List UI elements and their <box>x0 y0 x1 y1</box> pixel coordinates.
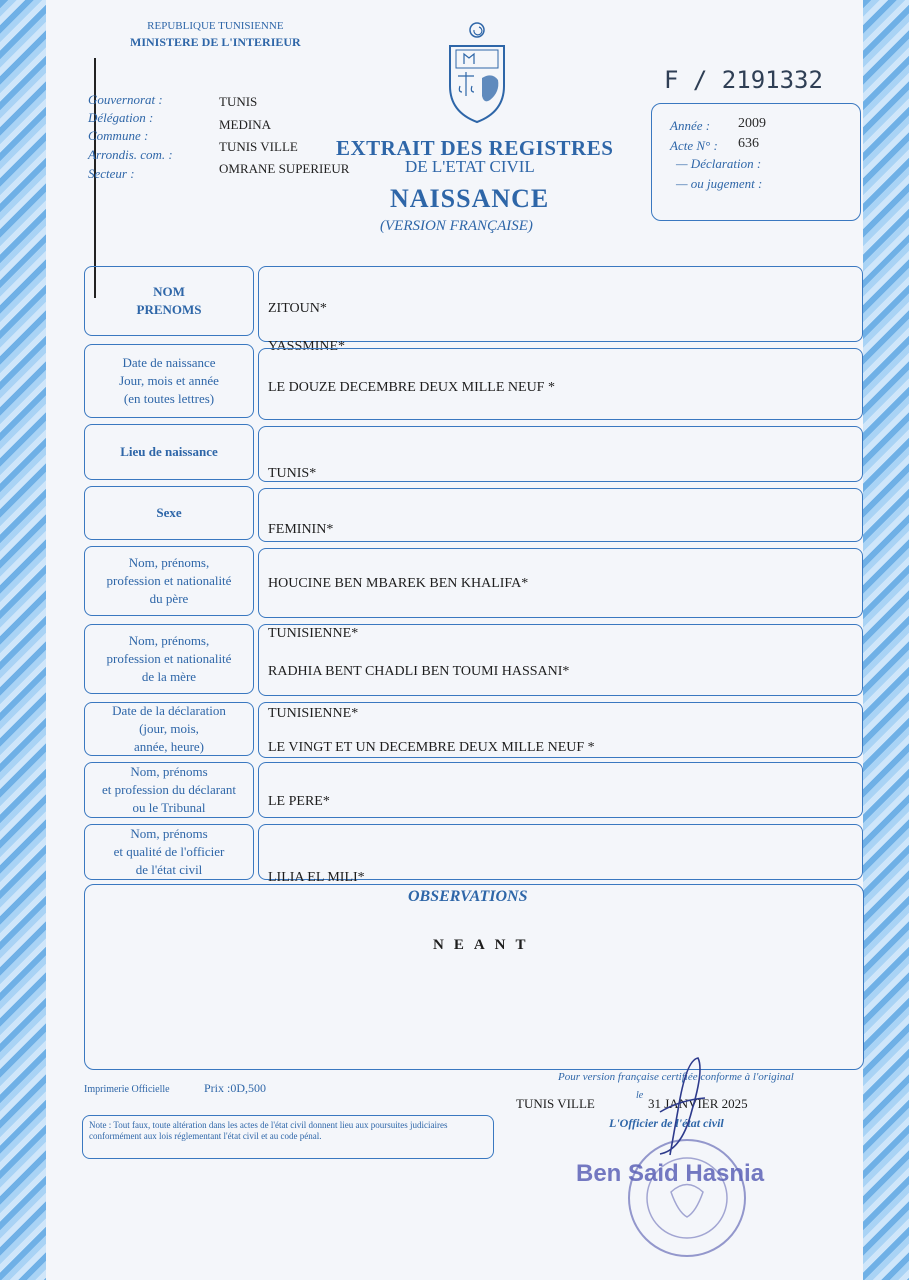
surname-value: ZITOUN* <box>268 301 327 316</box>
year-value: 2009 <box>738 116 766 131</box>
district-label: Arrondis. com. : <box>88 147 173 162</box>
father-nationality-value: TUNISIENNE* <box>268 626 359 641</box>
decorative-border-left <box>0 0 46 1280</box>
observations-box <box>84 884 864 1070</box>
observations-value: NEANT <box>433 937 536 953</box>
sector-label: Secteur : <box>88 166 135 181</box>
decorative-border-right <box>863 0 909 1280</box>
mother-name-value: RADHIA BENT CHADLI BEN TOUMI HASSANI* <box>268 664 570 679</box>
officer-value: LILIA EL MILI* <box>268 870 365 885</box>
printer-name: Imprimerie Officielle <box>84 1084 170 1095</box>
handwritten-signature-icon <box>620 1050 710 1160</box>
date-prefix: le <box>636 1090 644 1101</box>
declarant-box <box>258 762 863 818</box>
mother-label: Nom, prénoms, profession et nationalité de la mère <box>84 624 254 694</box>
birth-place-box <box>258 426 863 482</box>
birth-place-label: Lieu de naissance <box>84 424 254 480</box>
declaration-label: — Déclaration : <box>676 156 762 171</box>
delegation-value: MEDINA <box>219 117 271 132</box>
document-version: (VERSION FRANÇAISE) <box>380 218 533 234</box>
declaration-date-value: LE VINGT ET UN DECEMBRE DEUX MILLE NEUF * <box>268 740 595 755</box>
document-type: NAISSANCE <box>390 184 550 213</box>
governorate-value: TUNIS <box>219 94 258 109</box>
birth-date-label: Date de naissance Jour, mois et année (en toutes lettres) <box>84 344 254 418</box>
father-label: Nom, prénoms, profession et nationalité du père <box>84 546 254 616</box>
commune-label: Commune : <box>88 128 149 143</box>
governorate-label: Gouvernorat : <box>88 92 163 107</box>
serial-number: F / 2191332 <box>664 66 823 94</box>
declaration-date-label: Date de la déclaration (jour, mois, année, heure) <box>84 702 254 756</box>
officer-name-stamp: Ben Said Hasnia <box>576 1160 765 1187</box>
name-label: NOM PRENOMS <box>84 266 254 336</box>
year-label: Année : <box>670 118 711 133</box>
mother-nationality-value: TUNISIENNE* <box>268 706 359 721</box>
issue-date: 31 JANVIER 2025 <box>648 1096 748 1111</box>
act-number-value: 636 <box>738 136 759 151</box>
act-number-label: Acte N° : <box>670 138 718 153</box>
judgment-label: — ou jugement : <box>676 176 763 191</box>
record-info-box <box>651 103 861 221</box>
sector-value: OMRANE SUPERIEUR <box>219 161 350 176</box>
declarant-value: LE PERE* <box>268 794 330 809</box>
officer-title: L'Officier de l'état civil <box>609 1116 724 1130</box>
mother-box <box>258 624 863 696</box>
father-name-value: HOUCINE BEN MBAREK BEN KHALIFA* <box>268 576 529 591</box>
officer-label: Nom, prénoms et qualité de l'officier de l'état civil <box>84 824 254 880</box>
coat-of-arms-icon <box>444 20 510 124</box>
observations-title: OBSERVATIONS <box>408 888 528 905</box>
commune-value: TUNIS VILLE <box>219 139 298 154</box>
legal-note: Note : Tout faux, toute altération dans les actes de l'état civil donnent lieu aux poursuites judiciaires conformément aux lois réglementant l'état civil et au code pénal. <box>82 1115 494 1159</box>
document-title-line1: EXTRAIT DES REGISTRES <box>336 136 614 160</box>
sex-value: FEMININ* <box>268 522 334 537</box>
delegation-label: Délégation : <box>88 110 154 125</box>
certification-text: Pour version française certifiée conforme à l'original <box>558 1071 794 1083</box>
birth-date-value: LE DOUZE DECEMBRE DEUX MILLE NEUF * <box>268 380 555 395</box>
republic-name: REPUBLIQUE TUNISIENNE <box>147 20 284 32</box>
first-name-value: YASSMINE* <box>268 339 346 354</box>
ministry-name: MINISTERE DE L'INTERIEUR <box>130 35 301 49</box>
birth-place-value: TUNIS* <box>268 466 317 481</box>
declarant-label: Nom, prénoms et profession du déclarant ou le Tribunal <box>84 762 254 818</box>
name-box <box>258 266 863 342</box>
sex-label: Sexe <box>84 486 254 540</box>
price: Prix :0D,500 <box>204 1081 267 1095</box>
sex-box <box>258 488 863 542</box>
issue-place: TUNIS VILLE <box>516 1096 595 1111</box>
issuer-header <box>130 18 301 51</box>
document-title-line2: DE L'ETAT CIVIL <box>405 157 535 176</box>
